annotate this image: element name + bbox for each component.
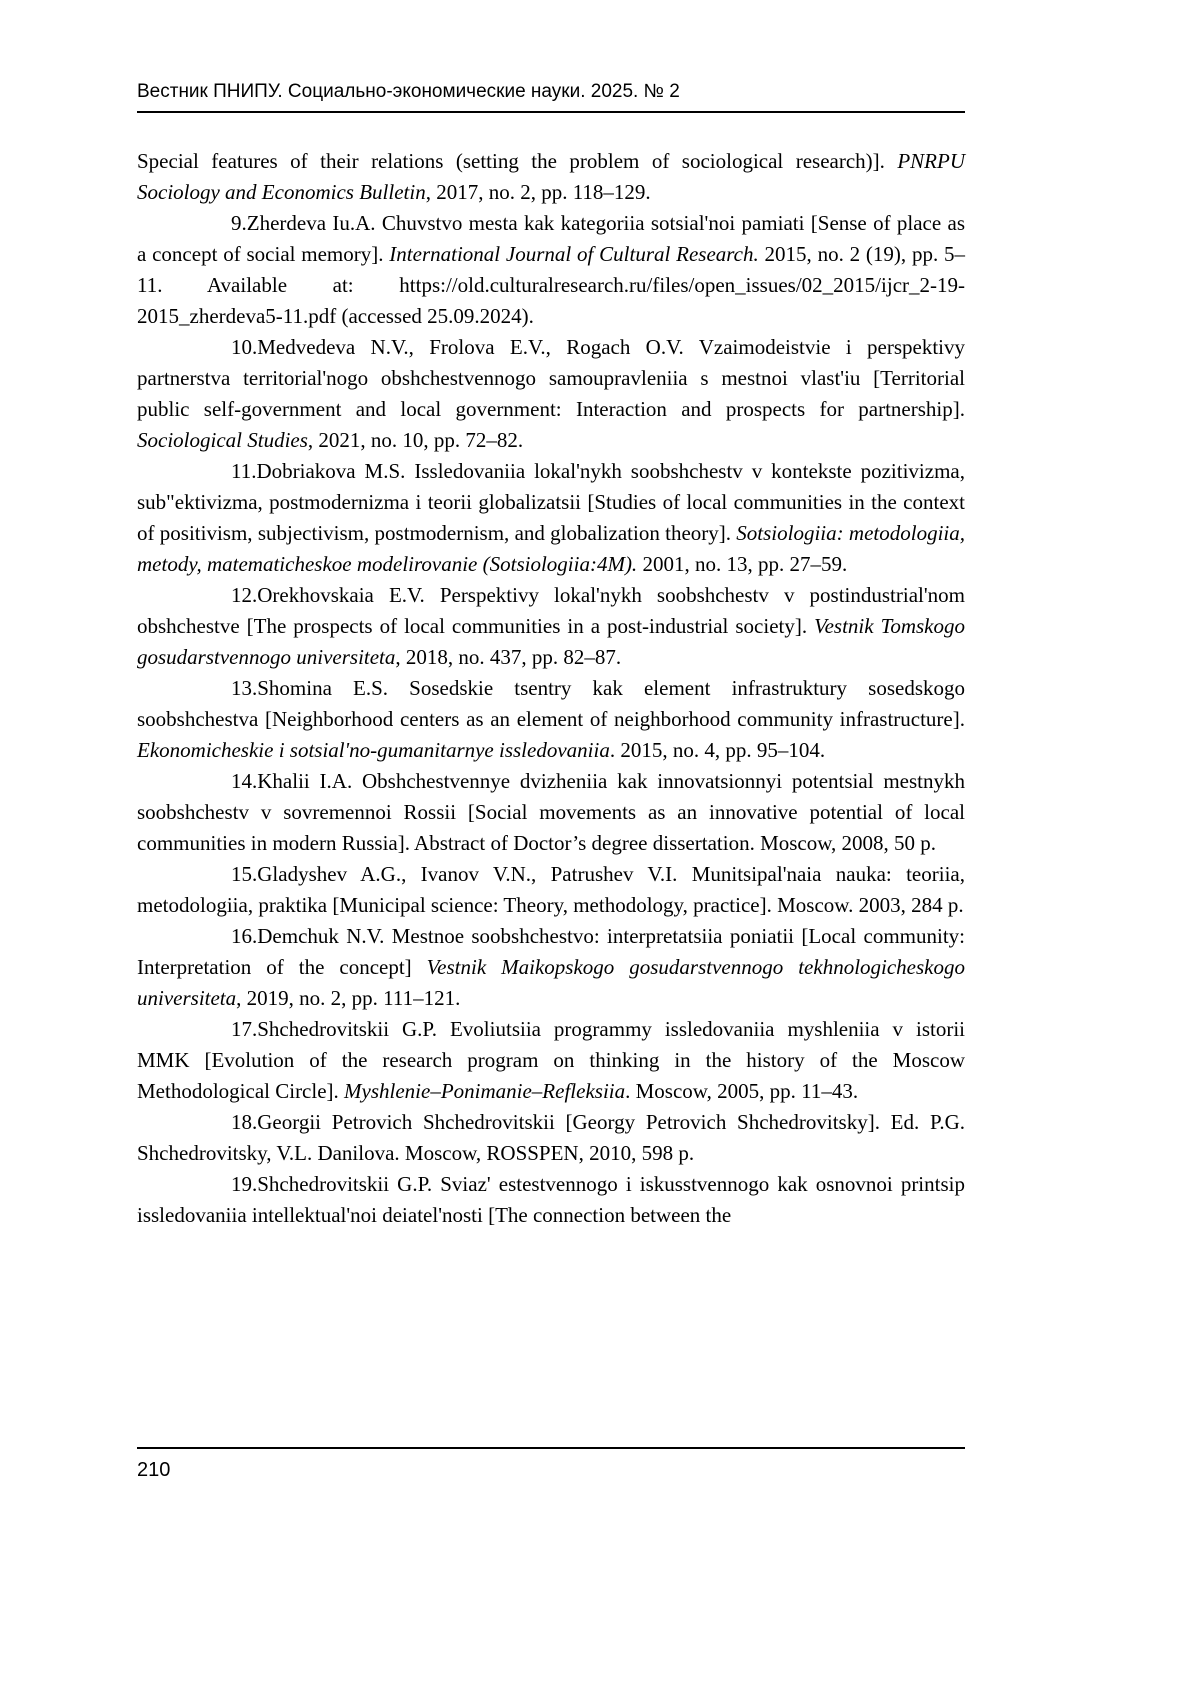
reference-text: Shchedrovitskii G.P. Sviaz' estestvennogo i iskusstvennogo kak osnovnoi printsip issledovaniia intellektual'noi deiatel'nosti [The connection between the xyxy=(137,1172,965,1227)
reference-text: Shchedrovitskii G.P. Evoliutsiia programmy issledovaniia myshleniia v istorii MMK [Evolution of the research program on thinking in the history of the Moscow Methodological Circle]. xyxy=(137,1017,965,1103)
footer-rule xyxy=(137,1447,965,1449)
reference-number: 11. xyxy=(231,459,257,483)
reference-source-title: International Journal of Cultural Research. xyxy=(389,242,759,266)
reference-number: 15. xyxy=(231,862,258,886)
reference-item xyxy=(137,1107,965,1169)
reference-item xyxy=(137,208,965,332)
reference-text: Zherdeva Iu.A. Chuvstvo mesta kak kategoriia sotsial'noi pamiati [Sense of place as a concept of social memory]. xyxy=(137,211,965,266)
reference-text: , 2019, no. 2, pp. 111–121. xyxy=(236,986,461,1010)
reference-source-title: Vestnik Tomskogo gosudarstvennogo universiteta xyxy=(137,614,965,669)
running-header-text: Вестник ПНИПУ. Социально-экономические науки. 2025. № 2 xyxy=(137,81,680,102)
reference-number: 10. xyxy=(231,335,258,359)
reference-source-title: Ekonomicheskie i sotsial'no-gumanitarnye issledovaniia xyxy=(137,738,610,762)
reference-number: 12. xyxy=(231,583,258,607)
reference-source-title: Vestnik Maikopskogo gosudarstvennogo tekhnologicheskogo universiteta xyxy=(137,955,966,1010)
reference-text: , 2018, no. 437, pp. 82–87. xyxy=(395,645,622,669)
reference-source-title: Myshlenie–Ponimanie–Refleksiia xyxy=(344,1079,626,1103)
reference-item xyxy=(137,332,965,456)
reference-number: 19. xyxy=(231,1172,258,1196)
reference-text: Georgii Petrovich Shchedrovitskii [Georgy Petrovich Shchedrovitsky]. Ed. P.G. Shchedrovitsky, V.L. Danilova. Moscow, ROSSPEN, 2010, 598 p. xyxy=(137,1110,965,1165)
reference-item xyxy=(137,766,965,859)
reference-item xyxy=(137,456,965,580)
reference-text: Dobriakova M.S. Issledovaniia lokal'nykh soobshchestv v kontekste pozitivizma, sub"ektivizma, postmodernizma i teorii globalizatsii [Studies of local communities in the context of positivism, subjectivism, postmodernism, and globalization theory]. xyxy=(137,459,965,545)
reference-text: . 2015, no. 4, pp. 95–104. xyxy=(609,738,826,762)
reference-text: 2001, no. 13, pp. 27–59. xyxy=(637,552,848,576)
reference-source-title: PNRPU Sociology and Economics Bulletin xyxy=(137,149,965,204)
references-list xyxy=(137,146,965,1231)
reference-number: 9. xyxy=(231,211,247,235)
reference-text: Special features of their relations (setting the problem of sociological research)]. xyxy=(137,149,898,173)
page-number: 210 xyxy=(137,1459,171,1481)
reference-text: Orekhovskaia E.V. Perspektivy lokal'nykh soobshchestv v postindustrial'nom obshchestve [The prospects of local communities in a post-industrial society]. xyxy=(137,583,965,638)
reference-number: 13. xyxy=(231,676,258,700)
reference-text: Demchuk N.V. Mestnoe soobshchestvo: interpretatsiia poniatii [Local community: Interpretation of the concept] xyxy=(137,924,965,979)
reference-number: 14. xyxy=(231,769,258,793)
reference-text: Gladyshev A.G., Ivanov V.N., Patrushev V.I. Munitsipal'naia nauka: teoriia, metodologiia, praktika [Municipal science: Theory, methodology, practice]. Moscow. 2003, 284 p. xyxy=(137,862,965,917)
reference-item xyxy=(137,146,965,208)
reference-item xyxy=(137,580,965,673)
reference-item xyxy=(137,859,965,921)
running-header xyxy=(137,80,965,113)
reference-item xyxy=(137,1014,965,1107)
reference-number: 17. xyxy=(231,1017,258,1041)
reference-item xyxy=(137,1169,965,1231)
reference-text: Khalii I.A. Obshchestvennye dvizheniia kak innovatsionnyi potentsial mestnykh soobshchestv v sovremennoi Rossii [Social movements as an innovative potential of local communities in modern Russia]. Abstract of Doctor’s degree dissertation. Moscow, 2008, 50 p. xyxy=(137,769,965,855)
reference-text: , 2021, no. 10, pp. 72–82. xyxy=(307,428,524,452)
reference-text: Shomina E.S. Sosedskie tsentry kak element infrastruktury sosedskogo soobshchestva [Neighborhood centers as an element of neighborhood community infrastructure]. xyxy=(137,676,965,731)
reference-text: 2015, no. 2 (19), pp. 5–11. Available at: https://old.culturalresearch.ru/files/open_issues/02_2015/ijcr_2-19-2015_zherdeva5-11.pdf (accessed 25.09.2024). xyxy=(137,242,965,328)
reference-number: 18. xyxy=(231,1110,258,1134)
reference-source-title: Sotsiologiia: metodologiia, metody, matematicheskoe modelirovanie (Sotsiologiia:4M). xyxy=(137,521,965,576)
reference-text: . Moscow, 2005, pp. 11–43. xyxy=(625,1079,859,1103)
reference-source-title: Sociological Studies xyxy=(137,428,308,452)
reference-item xyxy=(137,921,965,1014)
reference-text: , 2017, no. 2, pp. 118–129. xyxy=(425,180,651,204)
reference-number: 16. xyxy=(231,924,258,948)
reference-text: Medvedeva N.V., Frolova E.V., Rogach O.V. Vzaimodeistvie i perspektivy partnerstva territorial'nogo obshchestvennogo samoupravleniia s mestnoi vlast'iu [Territorial public self-government and local government: Interaction and prospects for partnership]. xyxy=(137,335,965,421)
reference-item xyxy=(137,673,965,766)
